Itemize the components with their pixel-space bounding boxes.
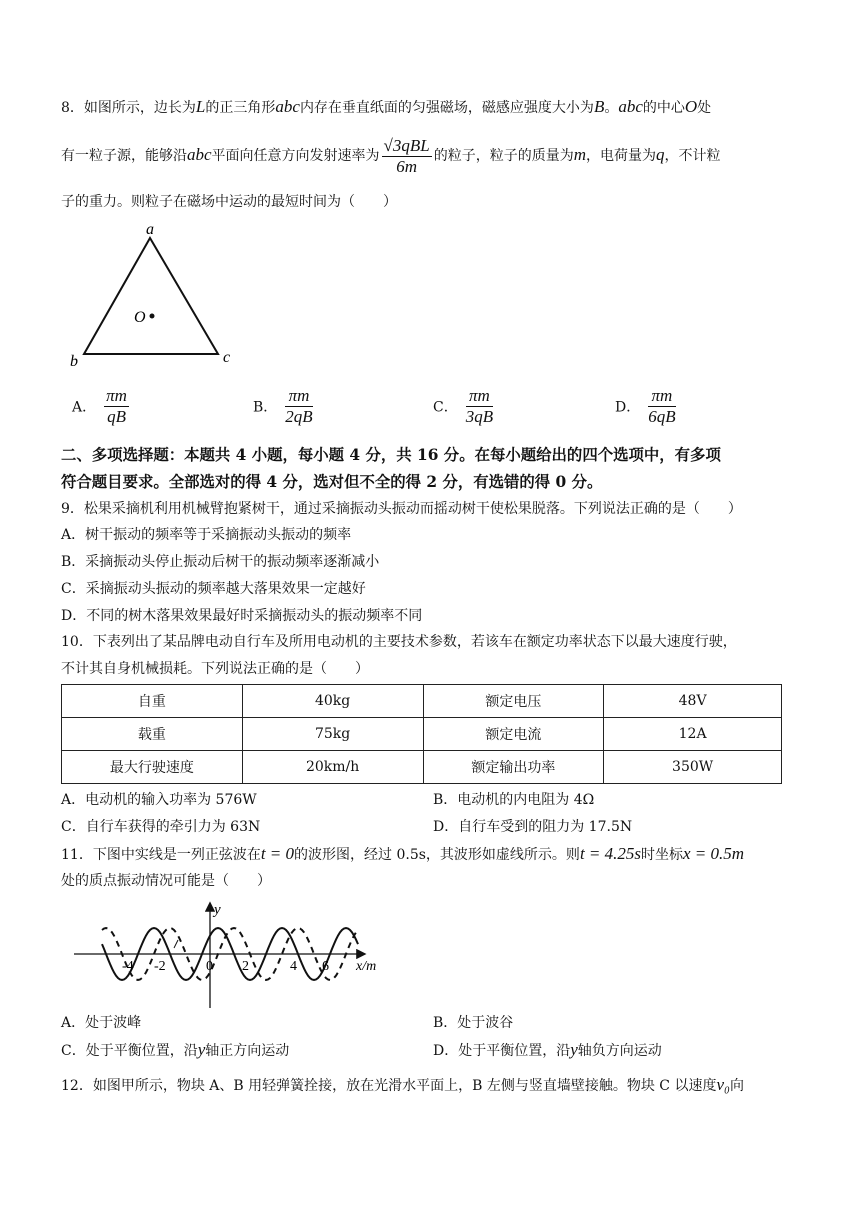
parameters-table — [61, 684, 782, 784]
vertex-label-b: b — [70, 353, 78, 370]
q8-option-c[interactable]: C． $\frac{\pi m}{3qB}$ — [433, 386, 494, 426]
triangle-abc — [84, 238, 218, 354]
table-cell: 最大行驶速度 — [62, 751, 243, 784]
q10-option-a[interactable]: A．电动机的输入功率为 576W — [61, 792, 257, 808]
tick-label: -4 — [122, 959, 134, 974]
q9-option-b[interactable]: B．采摘振动头停止振动后树干的振动频率逐渐减小 — [61, 554, 380, 570]
tick-label: 4 — [290, 959, 297, 974]
q8-stem-line2: 有一粒子源，能够沿abc平面向任意方向发射速率为 $\frac{\text{√3qBL}}{6m}$ 的粒子，粒子的质量为m，电荷量为q，不计粒 — [61, 135, 721, 176]
q8-option-a[interactable]: A． $\frac{\pi m}{qB}$ — [72, 386, 127, 426]
table-row — [62, 718, 782, 751]
q9-option-c[interactable]: C．采摘振动头振动的频率越大落果效果一定越好 — [61, 581, 366, 597]
table-cell: 额定电流 — [423, 718, 604, 751]
tick-label: 2 — [242, 959, 249, 974]
table-cell: 20km/h — [242, 751, 423, 784]
table-cell: 40kg — [242, 685, 423, 718]
table-cell: 载重 — [62, 718, 243, 751]
q11-stem-line2: 处的质点振动情况可能是（ ） — [61, 873, 271, 889]
q11-option-c[interactable]: C．处于平衡位置，沿y轴正方向运动 — [61, 1040, 290, 1059]
y-axis-label: y — [214, 902, 221, 918]
triangle-figure — [66, 220, 246, 370]
q9-stem: 9．松果采摘机利用机械臂抱紧树干，通过采摘振动头振动而摇动树干使松果脱落。下列说法正确的是（ ） — [61, 501, 742, 517]
q11-option-a[interactable]: A．处于波峰 — [61, 1015, 142, 1031]
q10-stem-line2: 不计其自身机械损耗。下列说法正确的是（ ） — [61, 661, 369, 677]
wave-graph — [66, 896, 396, 1012]
q11-option-b[interactable]: B．处于波谷 — [433, 1015, 514, 1031]
section2-heading-line2: 符合题目要求。全部选对的得 4 分，选对但不全的得 2 分，有选错的得 0 分。 — [61, 473, 603, 491]
x-axis-label: x/m — [356, 959, 377, 974]
table-cell: 48V — [604, 685, 782, 718]
tick-label: 0 — [206, 959, 213, 974]
q10-option-d[interactable]: D．自行车受到的阻力为 17.5N — [433, 819, 633, 835]
q12-stem: 12．如图甲所示，物块 A、B 用轻弹簧拴接，放在光滑水平面上，B 左侧与竖直墙壁接触。物块 C 以速度v₀向 — [61, 1075, 744, 1094]
table-cell: 自重 — [62, 685, 243, 718]
table-cell: 75kg — [242, 718, 423, 751]
table-row — [62, 685, 782, 718]
q9-option-d[interactable]: D．不同的树木落果效果最好时采摘振动头的振动频率不同 — [61, 608, 423, 624]
q8-stem-line3: 子的重力。则粒子在磁场中运动的最短时间为（ ） — [61, 194, 397, 210]
table-cell: 额定电压 — [423, 685, 604, 718]
center-point-o — [150, 314, 155, 319]
table-cell: 额定输出功率 — [423, 751, 604, 784]
section2-heading-line1: 二、多项选择题：本题共 4 小题，每小题 4 分，共 16 分。在每小题给出的四个选项中，有多项 — [61, 446, 721, 464]
q8-stem-line1: 8．如图所示，边长为L的正三角形abc内存在垂直纸面的匀强磁场，磁感应强度大小为B。abc的中心O处 — [61, 97, 712, 116]
speed-fraction: $\frac{\text{√3qBL}}{6m}$ — [383, 135, 430, 176]
tick-label: -2 — [154, 959, 166, 974]
vertex-label-c: c — [223, 349, 231, 366]
wave-mark — [174, 940, 178, 948]
q8-option-b[interactable]: B． $\frac{\pi m}{2qB}$ — [253, 386, 313, 426]
q8-option-d[interactable]: D． $\frac{\pi m}{6qB}$ — [615, 386, 676, 426]
q11-option-d[interactable]: D．处于平衡位置，沿y轴负方向运动 — [433, 1040, 662, 1059]
tick-label: 6 — [322, 959, 329, 974]
q11-stem-line1: 11．下图中实线是一列正弦波在t = 0的波形图，经过 0.5s，其波形如虚线所示。则t = 4.25s时坐标x = 0.5m — [61, 844, 745, 863]
center-label-o: O — [134, 309, 146, 326]
q9-option-a[interactable]: A．树干振动的频率等于采摘振动头振动的频率 — [61, 527, 352, 543]
table-cell: 12A — [604, 718, 782, 751]
q10-option-b[interactable]: B．电动机的内电阻为 4Ω — [433, 792, 595, 808]
q10-option-c[interactable]: C．自行车获得的牵引力为 63N — [61, 819, 261, 835]
table-cell: 350W — [604, 751, 782, 784]
vertex-label-a: a — [146, 221, 154, 238]
q10-stem-line1: 10．下表列出了某品牌电动自行车及所用电动机的主要技术参数，若该车在额定功率状态下以最大速度行驶， — [61, 634, 737, 650]
table-row — [62, 751, 782, 784]
